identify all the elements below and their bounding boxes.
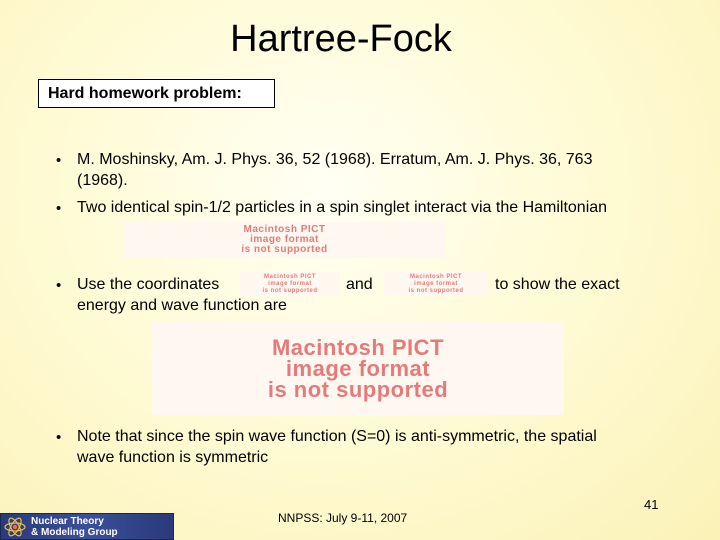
- bullet-3-part-1: Use the coordinates: [77, 276, 220, 293]
- page-number: 41: [644, 497, 659, 512]
- logo-line-1: Nuclear Theory: [31, 516, 104, 527]
- pict-placeholder-line: Macintosh PICT: [243, 224, 326, 235]
- bullet-4-line-2: wave function is symmetric: [77, 449, 269, 466]
- energy-wavefunction-image: [152, 321, 564, 415]
- pict-placeholder-line: is not supported: [408, 287, 464, 294]
- homework-box: [38, 79, 275, 108]
- slide-title: Hartree-Fock: [230, 18, 452, 60]
- bullet-2-line-1: Two identical spin-1/2 particles in a spin singlet interact via the Hamiltonian: [77, 199, 608, 216]
- pict-placeholder-line: is not supported: [241, 244, 328, 255]
- bullet-marker: •: [56, 429, 62, 446]
- bullet-3-line-2: energy and wave function are: [77, 297, 287, 314]
- pict-placeholder-line: Macintosh PICT: [263, 273, 316, 280]
- pict-placeholder-line: image format: [268, 280, 312, 287]
- bullet-1-line-2: (1968).: [77, 172, 128, 189]
- bullet-marker: •: [56, 152, 62, 169]
- bullet-4-line-1: Note that since the spin wave function (S=0) is anti-symmetric, the spatial: [77, 428, 597, 445]
- bullet-1-line-1: M. Moshinsky, Am. J. Phys. 36, 52 (1968). Erratum, Am. J. Phys. 36, 763: [77, 151, 593, 168]
- nuclear-theory-logo: [0, 513, 174, 540]
- bullet-marker: •: [56, 277, 62, 294]
- logo-text: [31, 516, 118, 538]
- footer-text: NNPSS: July 9-11, 2007: [278, 511, 408, 525]
- pict-placeholder-line: Macintosh PICT: [409, 273, 462, 280]
- logo-line-2: & Modeling Group: [31, 527, 118, 538]
- pict-placeholder-line: is not supported: [267, 376, 449, 402]
- coordinate-image-1: [240, 272, 340, 296]
- bullet-marker: •: [56, 200, 62, 217]
- pict-placeholder-line: Macintosh PICT: [271, 334, 444, 360]
- bullet-3-part-3: to show the exact: [495, 276, 620, 293]
- hamiltonian-image: [123, 222, 446, 258]
- coordinate-image-2: [384, 272, 488, 296]
- atom-icon: [3, 515, 27, 539]
- bullet-3-part-2: and: [346, 276, 373, 293]
- pict-placeholder-line: image format: [414, 280, 458, 287]
- pict-placeholder-line: image format: [250, 234, 319, 245]
- homework-label: Hard homework problem:: [48, 85, 242, 102]
- pict-placeholder-line: is not supported: [262, 287, 318, 294]
- pict-placeholder-line: image format: [285, 355, 431, 381]
